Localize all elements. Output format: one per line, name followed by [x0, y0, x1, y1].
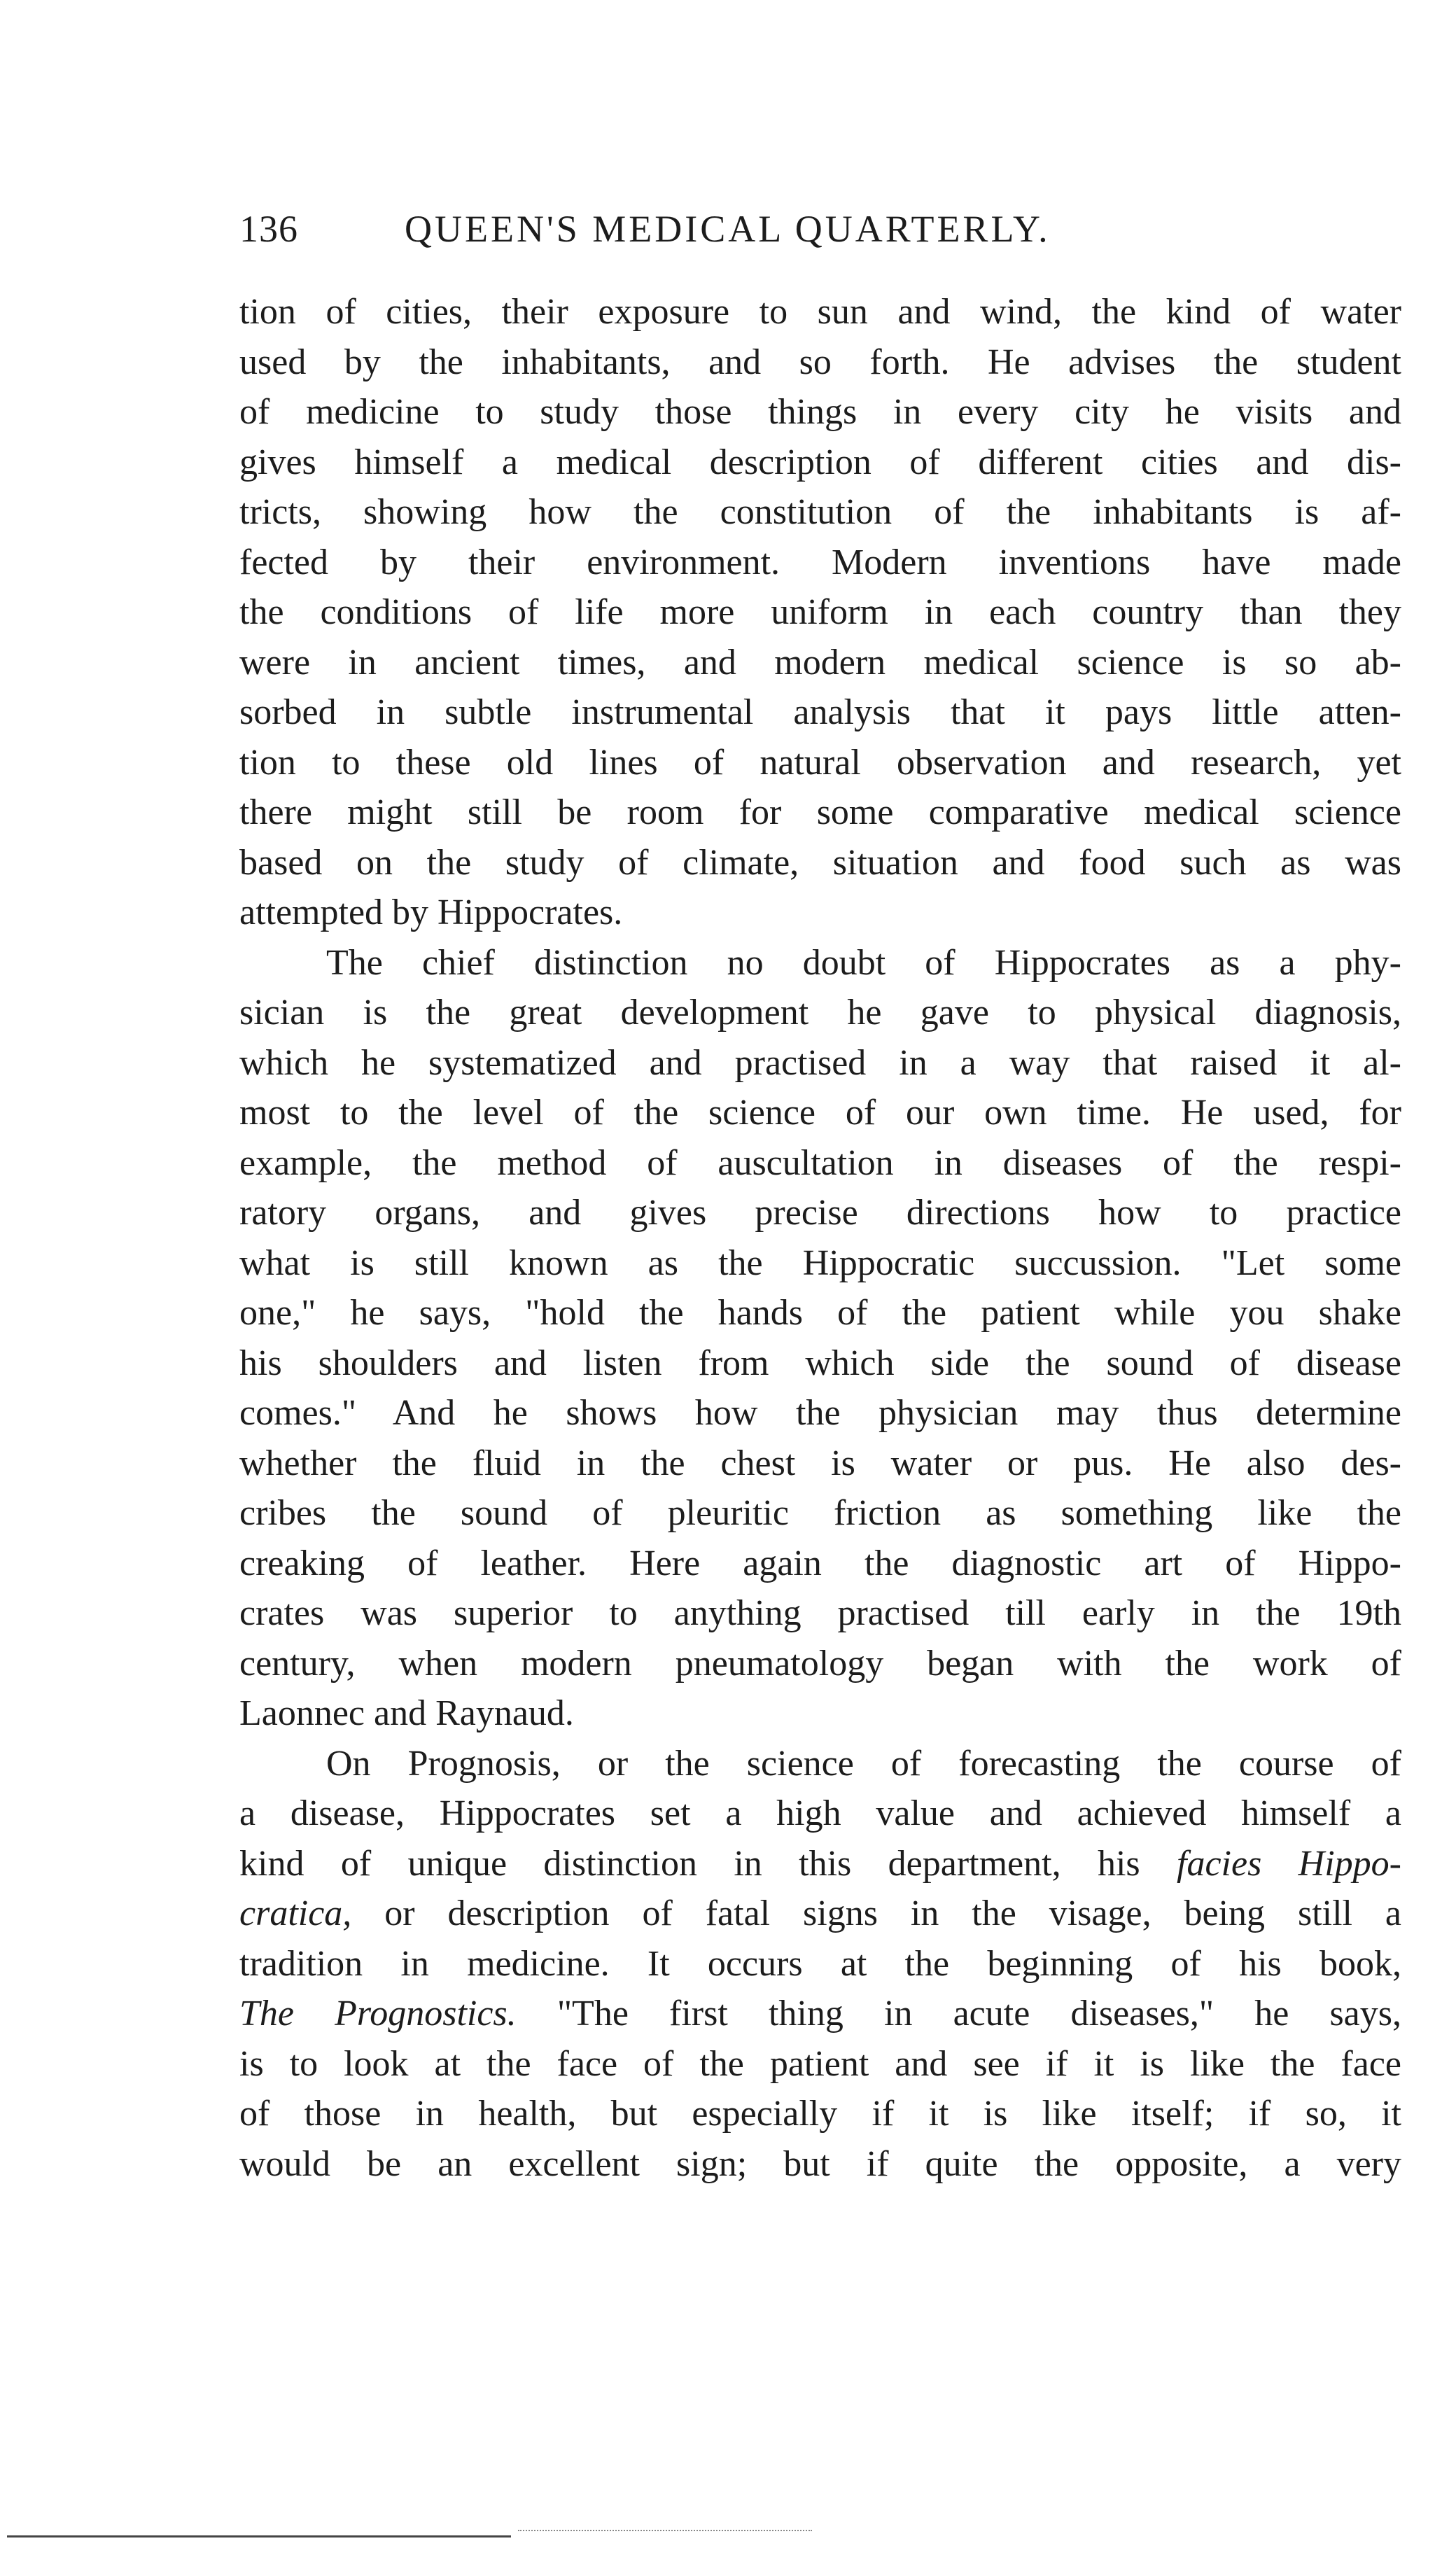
text-line: sorbed in subtle instrumental analysis that it pays little atten-: [239, 692, 1401, 732]
italic-term: facies Hippo-: [1177, 1843, 1401, 1884]
text-line: example, the method of auscultation in diseases of the respi-: [239, 1142, 1401, 1183]
scan-edge-rule: [7, 2535, 511, 2538]
text-line: gives himself a medical description of different cities and dis-: [239, 442, 1401, 482]
text-line: [239, 1839, 1401, 1889]
text-line: is to look at the face of the patient and see if it is like the face: [239, 2043, 1401, 2084]
text-line: of those in health, but especially if it is like itself; if so, it: [239, 2094, 1401, 2134]
text-line: used by the inhabitants, and so forth. He advises the student: [239, 342, 1401, 382]
book-title: The Prognostics.: [239, 1994, 517, 2033]
page-header: [239, 207, 1226, 263]
text-line: crates was superior to anything practised till early in the 19th: [239, 1593, 1401, 1633]
text-line: most to the level of the science of our own time. He used, for: [239, 1093, 1401, 1133]
text-line: [239, 1889, 1401, 1939]
text-line: a disease, Hippocrates set a high value and achieved himself a: [239, 1793, 1401, 1833]
text-line: attempted by Hippocrates.: [239, 892, 623, 932]
paragraph-start: On Prognosis, or the science of forecasting the course of: [326, 1743, 1401, 1784]
text-line: tion of cities, their exposure to sun and wind, the kind of water: [239, 292, 1401, 332]
text-line: tion to these old lines of natural observation and research, yet: [239, 742, 1401, 783]
text-line: of medicine to study those things in every city he visits and: [239, 392, 1401, 432]
text-line: would be an excellent sign; but if quite the opposite, a very: [239, 2143, 1401, 2184]
text-line: cribes the sound of pleuritic friction as something like the: [239, 1493, 1401, 1533]
text-line: which he systematized and practised in a way that raised it al-: [239, 1042, 1401, 1083]
text-line: sician is the great development he gave to physical diagnosis,: [239, 993, 1401, 1032]
italic-term: cratica,: [239, 1893, 352, 1933]
text-line: the conditions of life more uniform in each country than they: [239, 592, 1401, 632]
text-line: fected by their environment. Modern inventions have made: [239, 542, 1401, 582]
line-segment: or description of fatal signs in the visage, being still a: [384, 1893, 1401, 1933]
text-line: were in ancient times, and modern medical science is so ab-: [239, 642, 1401, 682]
paragraph-start: The chief distinction no doubt of Hippocrates as a phy-: [326, 942, 1401, 983]
page-number: 136: [239, 208, 298, 250]
text-line: Laonnec and Raynaud.: [239, 1693, 574, 1733]
scan-edge-dots: [518, 2530, 812, 2537]
line-segment: "The first thing in acute diseases," he says,: [556, 1994, 1401, 2033]
text-line: there might still be room for some comparative medical science: [239, 792, 1401, 832]
text-line: ratory organs, and gives precise directions how to practice: [239, 1193, 1401, 1233]
text-line: creaking of leather. Here again the diagnostic art of Hippo-: [239, 1543, 1401, 1583]
text-line: based on the study of climate, situation and food such as was: [239, 842, 1401, 883]
body-text: [239, 287, 1401, 2189]
text-line: tradition in medicine. It occurs at the beginning of his book,: [239, 1943, 1401, 1984]
text-line: century, when modern pneumatology began with the work of: [239, 1643, 1401, 1684]
text-line: tricts, showing how the constitution of the inhabitants is af-: [239, 492, 1401, 532]
line-segment: kind of unique distinction in this department, his: [239, 1843, 1140, 1884]
text-line: whether the fluid in the chest is water or pus. He also des-: [239, 1443, 1401, 1483]
text-line: one," he says, "hold the hands of the patient while you shake: [239, 1293, 1401, 1333]
text-line: his shoulders and listen from which side the sound of disease: [239, 1343, 1401, 1383]
text-line: comes." And he shows how the physician may thus determine: [239, 1393, 1401, 1433]
running-head: QUEEN'S MEDICAL QUARTERLY.: [405, 208, 1051, 250]
text-line: what is still known as the Hippocratic succussion. "Let some: [239, 1242, 1401, 1283]
text-line: [239, 1989, 1401, 2039]
